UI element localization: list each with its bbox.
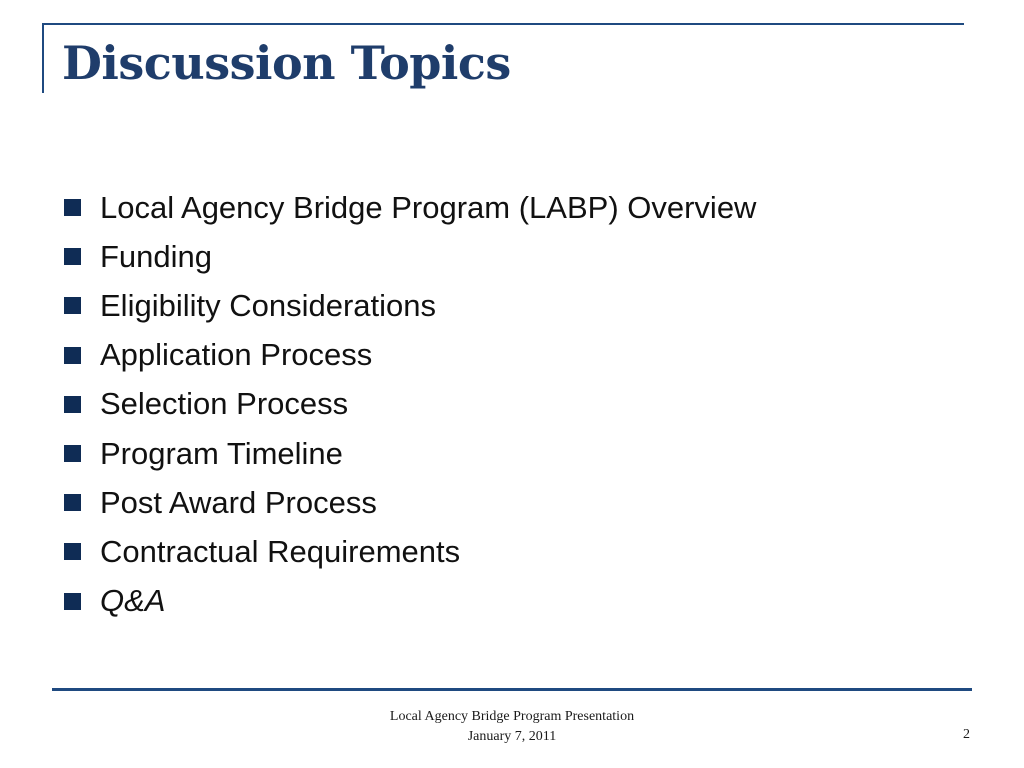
footer — [312, 707, 712, 747]
bullet-item — [64, 527, 756, 576]
footer-date: January 7, 2011 — [467, 729, 557, 744]
square-bullet-icon — [64, 396, 81, 413]
bullet-item — [64, 429, 756, 478]
bullet-text: Funding — [100, 238, 213, 274]
bullet-text: Contractual Requirements — [100, 533, 461, 569]
bullet-item — [64, 281, 756, 330]
bullet-item — [64, 577, 756, 626]
bullet-item — [64, 331, 756, 380]
title-left-rule — [42, 23, 44, 93]
bullet-list — [64, 183, 756, 626]
bullet-text: Application Process — [100, 337, 373, 373]
square-bullet-icon — [64, 494, 81, 511]
square-bullet-icon — [64, 543, 81, 560]
title-top-rule — [42, 23, 964, 25]
slide-title: Discussion Topics — [62, 36, 511, 90]
square-bullet-icon — [64, 199, 81, 216]
bullet-text-qa: Q&A — [100, 583, 166, 619]
bullet-item — [64, 380, 756, 429]
bullet-text: Post Award Process — [100, 484, 377, 520]
bullet-text: Local Agency Bridge Program (LABP) Overview — [100, 189, 757, 225]
bullet-text: Eligibility Considerations — [100, 287, 436, 323]
bullet-text: Program Timeline — [100, 435, 343, 471]
footer-rule — [52, 688, 972, 691]
square-bullet-icon — [64, 593, 81, 610]
square-bullet-icon — [64, 347, 81, 364]
bullet-item — [64, 232, 756, 281]
bullet-item — [64, 478, 756, 527]
square-bullet-icon — [64, 248, 81, 265]
square-bullet-icon — [64, 297, 81, 314]
page-number: 2 — [963, 727, 970, 742]
square-bullet-icon — [64, 445, 81, 462]
footer-presentation-title: Local Agency Bridge Program Presentation — [389, 709, 635, 724]
bullet-item — [64, 183, 756, 232]
bullet-text: Selection Process — [100, 386, 349, 422]
